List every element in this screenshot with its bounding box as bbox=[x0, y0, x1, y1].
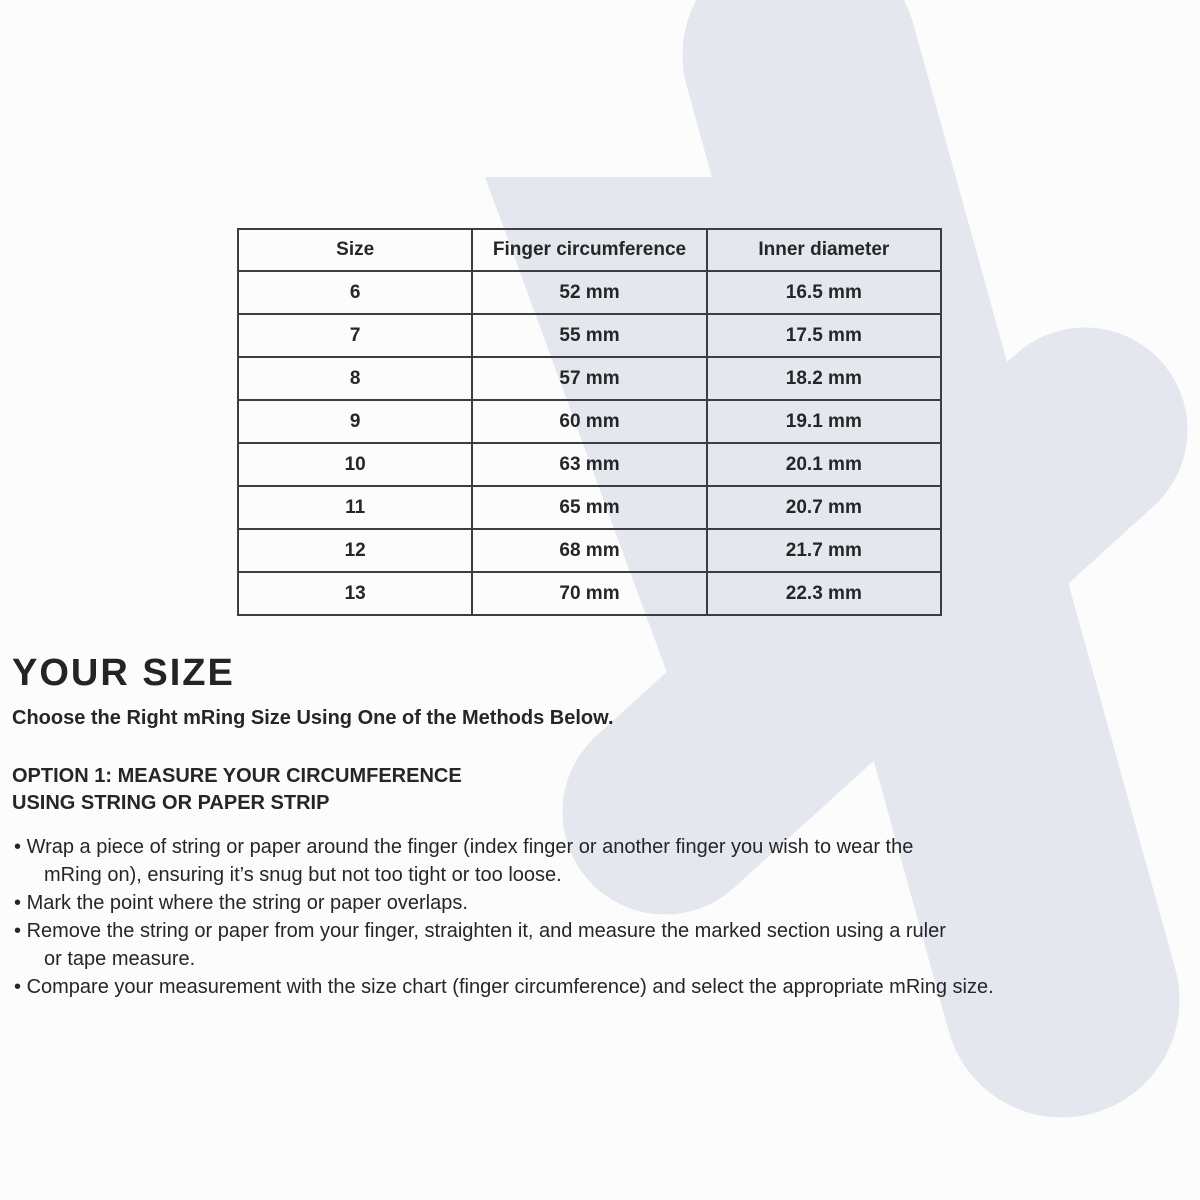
size-table-row bbox=[238, 572, 941, 615]
instruction-item bbox=[12, 973, 1182, 1001]
size-table-row bbox=[238, 314, 941, 357]
size-cell: 10 bbox=[238, 443, 472, 486]
size-cell: 12 bbox=[238, 529, 472, 572]
size-table-row bbox=[238, 529, 941, 572]
size-cell: 8 bbox=[238, 357, 472, 400]
page-title: YOUR SIZE bbox=[12, 652, 235, 694]
instruction-line-continuation: mRing on), ensuring it’s snug but not too tight or too loose. bbox=[44, 864, 562, 886]
size-table-row bbox=[238, 357, 941, 400]
size-table-header-row bbox=[238, 229, 941, 271]
circumference-cell: 70 mm bbox=[472, 572, 706, 615]
diameter-cell: 22.3 mm bbox=[707, 572, 941, 615]
circumference-cell: 63 mm bbox=[472, 443, 706, 486]
circumference-cell: 68 mm bbox=[472, 529, 706, 572]
instruction-item bbox=[12, 917, 1182, 973]
circumference-cell: 55 mm bbox=[472, 314, 706, 357]
instruction-line: • Remove the string or paper from your finger, straighten it, and measure the marked section using a ruler bbox=[14, 917, 1182, 945]
instruction-item bbox=[12, 833, 1182, 889]
size-cell: 11 bbox=[238, 486, 472, 529]
size-cell: 7 bbox=[238, 314, 472, 357]
size-table-row bbox=[238, 486, 941, 529]
circumference-column-header: Finger circumference bbox=[472, 229, 706, 271]
option1-heading-line1: OPTION 1: MEASURE YOUR CIRCUMFERENCE bbox=[12, 765, 462, 787]
diameter-cell: 17.5 mm bbox=[707, 314, 941, 357]
diameter-cell: 20.1 mm bbox=[707, 443, 941, 486]
instructions-section bbox=[12, 652, 1182, 1001]
diameter-cell: 16.5 mm bbox=[707, 271, 941, 314]
instruction-line: • Wrap a piece of string or paper around the finger (index finger or another finger you wish to wear the bbox=[14, 833, 1182, 861]
circumference-cell: 65 mm bbox=[472, 486, 706, 529]
diameter-column-header: Inner diameter bbox=[707, 229, 941, 271]
circumference-cell: 60 mm bbox=[472, 400, 706, 443]
circumference-cell: 57 mm bbox=[472, 357, 706, 400]
subtitle: Choose the Right mRing Size Using One of the Methods Below. bbox=[12, 707, 614, 729]
ring-size-table bbox=[237, 228, 942, 616]
instruction-item bbox=[12, 889, 1182, 917]
size-table-row bbox=[238, 271, 941, 314]
instruction-line: • Mark the point where the string or paper overlaps. bbox=[14, 889, 1182, 917]
instruction-list bbox=[12, 833, 1182, 1001]
circumference-cell: 52 mm bbox=[472, 271, 706, 314]
option1-heading bbox=[12, 763, 1182, 817]
size-column-header: Size bbox=[238, 229, 472, 271]
size-table-row bbox=[238, 443, 941, 486]
option1-heading-line2: USING STRING OR PAPER STRIP bbox=[12, 792, 330, 814]
size-table-row bbox=[238, 400, 941, 443]
instruction-line: • Compare your measurement with the size chart (finger circumference) and select the appropriate mRing size. bbox=[14, 973, 1182, 1001]
instruction-line-continuation: or tape measure. bbox=[44, 948, 196, 970]
diameter-cell: 21.7 mm bbox=[707, 529, 941, 572]
diameter-cell: 19.1 mm bbox=[707, 400, 941, 443]
diameter-cell: 18.2 mm bbox=[707, 357, 941, 400]
diameter-cell: 20.7 mm bbox=[707, 486, 941, 529]
size-cell: 6 bbox=[238, 271, 472, 314]
size-cell: 13 bbox=[238, 572, 472, 615]
size-cell: 9 bbox=[238, 400, 472, 443]
size-table-container bbox=[237, 228, 942, 616]
